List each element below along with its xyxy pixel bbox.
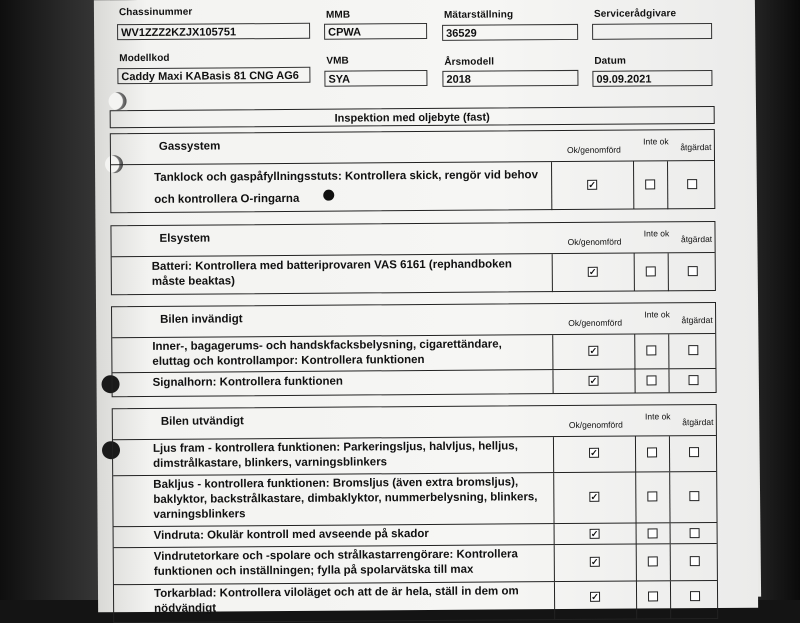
done-checkbox[interactable] xyxy=(689,491,699,501)
row-text: Inner-, bagagerums- och handskfacksbelysning, cigarettändare, eluttag och kontrollampor: Kontrollera funktionen xyxy=(152,338,502,368)
col-done-header: åtgärdat xyxy=(681,314,713,326)
model-code-field: Caddy Maxi KABasis 81 CNG AG6 xyxy=(117,67,310,84)
checklist-row xyxy=(112,369,715,396)
row-text: Tanklock och gaspåfyllningsstuts: Kontrollera skick, rengör vid behov och kontrollera O-ringarna xyxy=(154,169,539,206)
date-label: Datum xyxy=(594,55,626,67)
section-title: Gassystem xyxy=(158,140,221,153)
col-not-ok-header: Inte ok xyxy=(644,309,670,320)
col-done-header: åtgärdat xyxy=(680,234,713,245)
done-checkbox[interactable] xyxy=(689,375,699,385)
section-interior xyxy=(111,302,717,397)
row-text: Batteri: Kontrollera med batteriprovaren VAS 6161 (rephandboken måste beaktas) xyxy=(151,258,512,288)
chassis-number-field: WV1ZZZ2KZJX105751 xyxy=(117,23,310,40)
row-text: Ljus fram - kontrollera funktionen: Parkeringsljus, halvljus, helljus, dimstrålkastare, blinkers, varningsblinkers xyxy=(152,440,518,470)
ok-checkbox[interactable] xyxy=(590,592,600,602)
not-ok-checkbox[interactable] xyxy=(648,556,658,566)
odometer-label: Mätarställning xyxy=(443,9,514,21)
ok-checkbox[interactable] xyxy=(589,448,599,458)
form-title: Inspektion med oljebyte (fast) xyxy=(110,106,715,128)
row-text: Bakljus - kontrollera funktionen: Bromsljus (även extra bromsljus), baklyktor, backstrålkastare, dimbaklyktor, nummerbelysning, blinkers, varningsblinkers xyxy=(153,476,538,521)
done-checkbox[interactable] xyxy=(690,528,700,538)
col-ok-header: Ok/genomförd xyxy=(566,144,621,156)
ok-checkbox[interactable] xyxy=(589,376,599,386)
row-text: Torkarblad: Kontrollera viloläget och att de är hela, ställ in dem om nödvändigt xyxy=(153,585,519,615)
odometer-field: 36529 xyxy=(442,24,578,41)
row-text: Vindrutetorkare och -spolare och strålkastarrengörare: Kontrollera funktionen och inställningen; fylla på spolarvätska till max xyxy=(153,548,518,578)
service-advisor-field xyxy=(592,23,712,40)
ok-checkbox[interactable] xyxy=(589,492,599,502)
not-ok-checkbox[interactable] xyxy=(647,491,657,501)
not-ok-checkbox[interactable] xyxy=(645,179,655,189)
col-not-ok-header: Inte ok xyxy=(643,136,669,147)
ok-checkbox[interactable] xyxy=(587,180,597,190)
done-checkbox[interactable] xyxy=(688,266,698,276)
section-electrical-system xyxy=(110,221,715,295)
not-ok-checkbox[interactable] xyxy=(646,266,656,276)
checklist-row xyxy=(113,436,716,476)
section-title: Elsystem xyxy=(159,232,211,245)
not-ok-checkbox[interactable] xyxy=(647,375,657,385)
model-year-field: 2018 xyxy=(442,70,578,87)
date-field: 09.09.2021 xyxy=(592,70,712,87)
ok-checkbox[interactable] xyxy=(590,557,600,567)
section-title: Bilen invändigt xyxy=(160,313,243,326)
col-ok-header: Ok/genomförd xyxy=(568,419,623,431)
checklist-row xyxy=(113,472,716,527)
model-code-label: Modellkod xyxy=(119,52,170,65)
ok-checkbox[interactable] xyxy=(590,529,600,539)
checklist-row xyxy=(114,581,717,623)
col-not-ok-header: Inte ok xyxy=(644,411,671,422)
not-ok-checkbox[interactable] xyxy=(647,447,657,457)
inspection-form-page xyxy=(94,0,758,615)
vmb-field: SYA xyxy=(324,70,427,87)
row-text: Signalhorn: Kontrollera funktionen xyxy=(152,375,343,389)
ok-checkbox[interactable] xyxy=(588,346,598,356)
done-checkbox[interactable] xyxy=(689,447,699,457)
section-gas-system xyxy=(110,129,716,213)
section-title: Bilen utvändigt xyxy=(160,415,244,428)
col-ok-header: Ok/genomförd xyxy=(568,317,623,329)
section-exterior xyxy=(112,404,718,623)
section-header xyxy=(111,130,714,165)
service-advisor-label: Servicerådgivare xyxy=(593,8,677,20)
ok-checkbox[interactable] xyxy=(588,267,598,277)
done-checkbox[interactable] xyxy=(687,179,697,189)
section-header xyxy=(112,303,715,338)
checklist-row xyxy=(112,334,715,373)
col-not-ok-header: Inte ok xyxy=(643,228,670,239)
mmb-label: MMB xyxy=(325,9,351,21)
punch-hole xyxy=(109,92,127,110)
checklist-row xyxy=(114,544,717,585)
not-ok-checkbox[interactable] xyxy=(648,528,658,538)
vmb-label: VMB xyxy=(326,55,349,67)
done-checkbox[interactable] xyxy=(688,345,698,355)
col-done-header: åtgärdat xyxy=(682,416,714,428)
section-header xyxy=(113,405,716,440)
chassis-number-label: Chassinummer xyxy=(118,6,193,19)
mmb-field: CPWA xyxy=(324,23,427,40)
checklist-row xyxy=(112,253,715,295)
done-checkbox[interactable] xyxy=(690,556,700,566)
model-year-label: Årsmodell xyxy=(444,56,495,68)
col-done-header: åtgärdat xyxy=(680,142,712,153)
row-text: Vindruta: Okulär kontroll med avseende på skador xyxy=(153,527,429,542)
section-header xyxy=(111,222,714,257)
not-ok-checkbox[interactable] xyxy=(646,345,656,355)
col-ok-header: Ok/genomförd xyxy=(567,236,622,248)
checklist-row xyxy=(111,161,714,213)
